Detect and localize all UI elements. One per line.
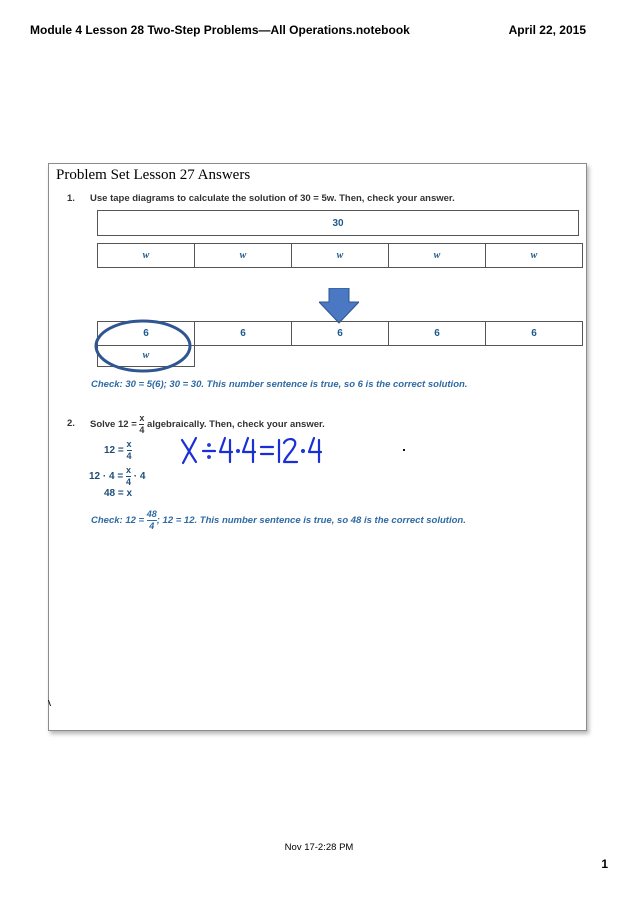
tape-value-cell: 6 — [98, 322, 195, 345]
page-number: 1 — [601, 857, 608, 871]
circle-annotation — [93, 318, 197, 374]
question-2-check: Check: 12 = $\frac{48}{4}$ ; 12 = 12. This number sentence is true, so 48 is the correct solution. — [91, 509, 466, 531]
header-date: April 22, 2015 — [508, 23, 586, 37]
tape-value-cell: 6 — [195, 322, 292, 345]
tape-diagram-parts — [97, 243, 583, 268]
solution-step-2: 12 · 4 = $\frac{x}{4}$ · 4 — [89, 465, 146, 487]
tape-part-cell: w — [195, 244, 292, 267]
notebook-page-panel — [48, 163, 587, 731]
tape-unit-cell: w — [142, 349, 150, 361]
notebook-title: Module 4 Lesson 28 Two-Step Problems—All Operations.notebook — [30, 23, 410, 37]
tape-diagram-total — [97, 210, 579, 236]
page-title: Problem Set Lesson 27 Answers — [56, 167, 251, 183]
question-1-number: 1. — [67, 193, 75, 204]
tape-value-cell: 6 — [389, 322, 486, 345]
question-1-text: Use tape diagrams to calculate the solution of 30 = 5w. Then, check your answer. — [90, 193, 455, 204]
tape-part-cell: w — [98, 244, 195, 267]
solution-step-1: 12 = $\frac{x}{4}$ — [104, 439, 132, 461]
tape-part-cell: w — [292, 244, 389, 267]
question-1-check: Check: 30 = 5(6); 30 = 30. This number sentence is true, so 6 is the correct solution. — [91, 379, 468, 390]
question-2-text: Solve 12 = $\frac{x}{4}$ algebraically. Then, check your answer. — [90, 413, 325, 435]
handwriting-annotation — [179, 432, 329, 468]
ink-dot — [403, 449, 405, 451]
tape-value-cell: 6 — [292, 322, 389, 345]
timestamp: Nov 17-2:28 PM — [284, 842, 354, 853]
ink-mark — [48, 700, 55, 706]
tape-part-cell: w — [389, 244, 486, 267]
solution-step-3: 48 = x — [104, 488, 133, 499]
question-2-number: 2. — [67, 418, 75, 429]
tape-total-cell: 30 — [332, 217, 344, 229]
tape-part-cell: w — [530, 250, 538, 261]
down-arrow-icon — [319, 288, 359, 324]
tape-value-cell: 6 — [531, 328, 537, 339]
